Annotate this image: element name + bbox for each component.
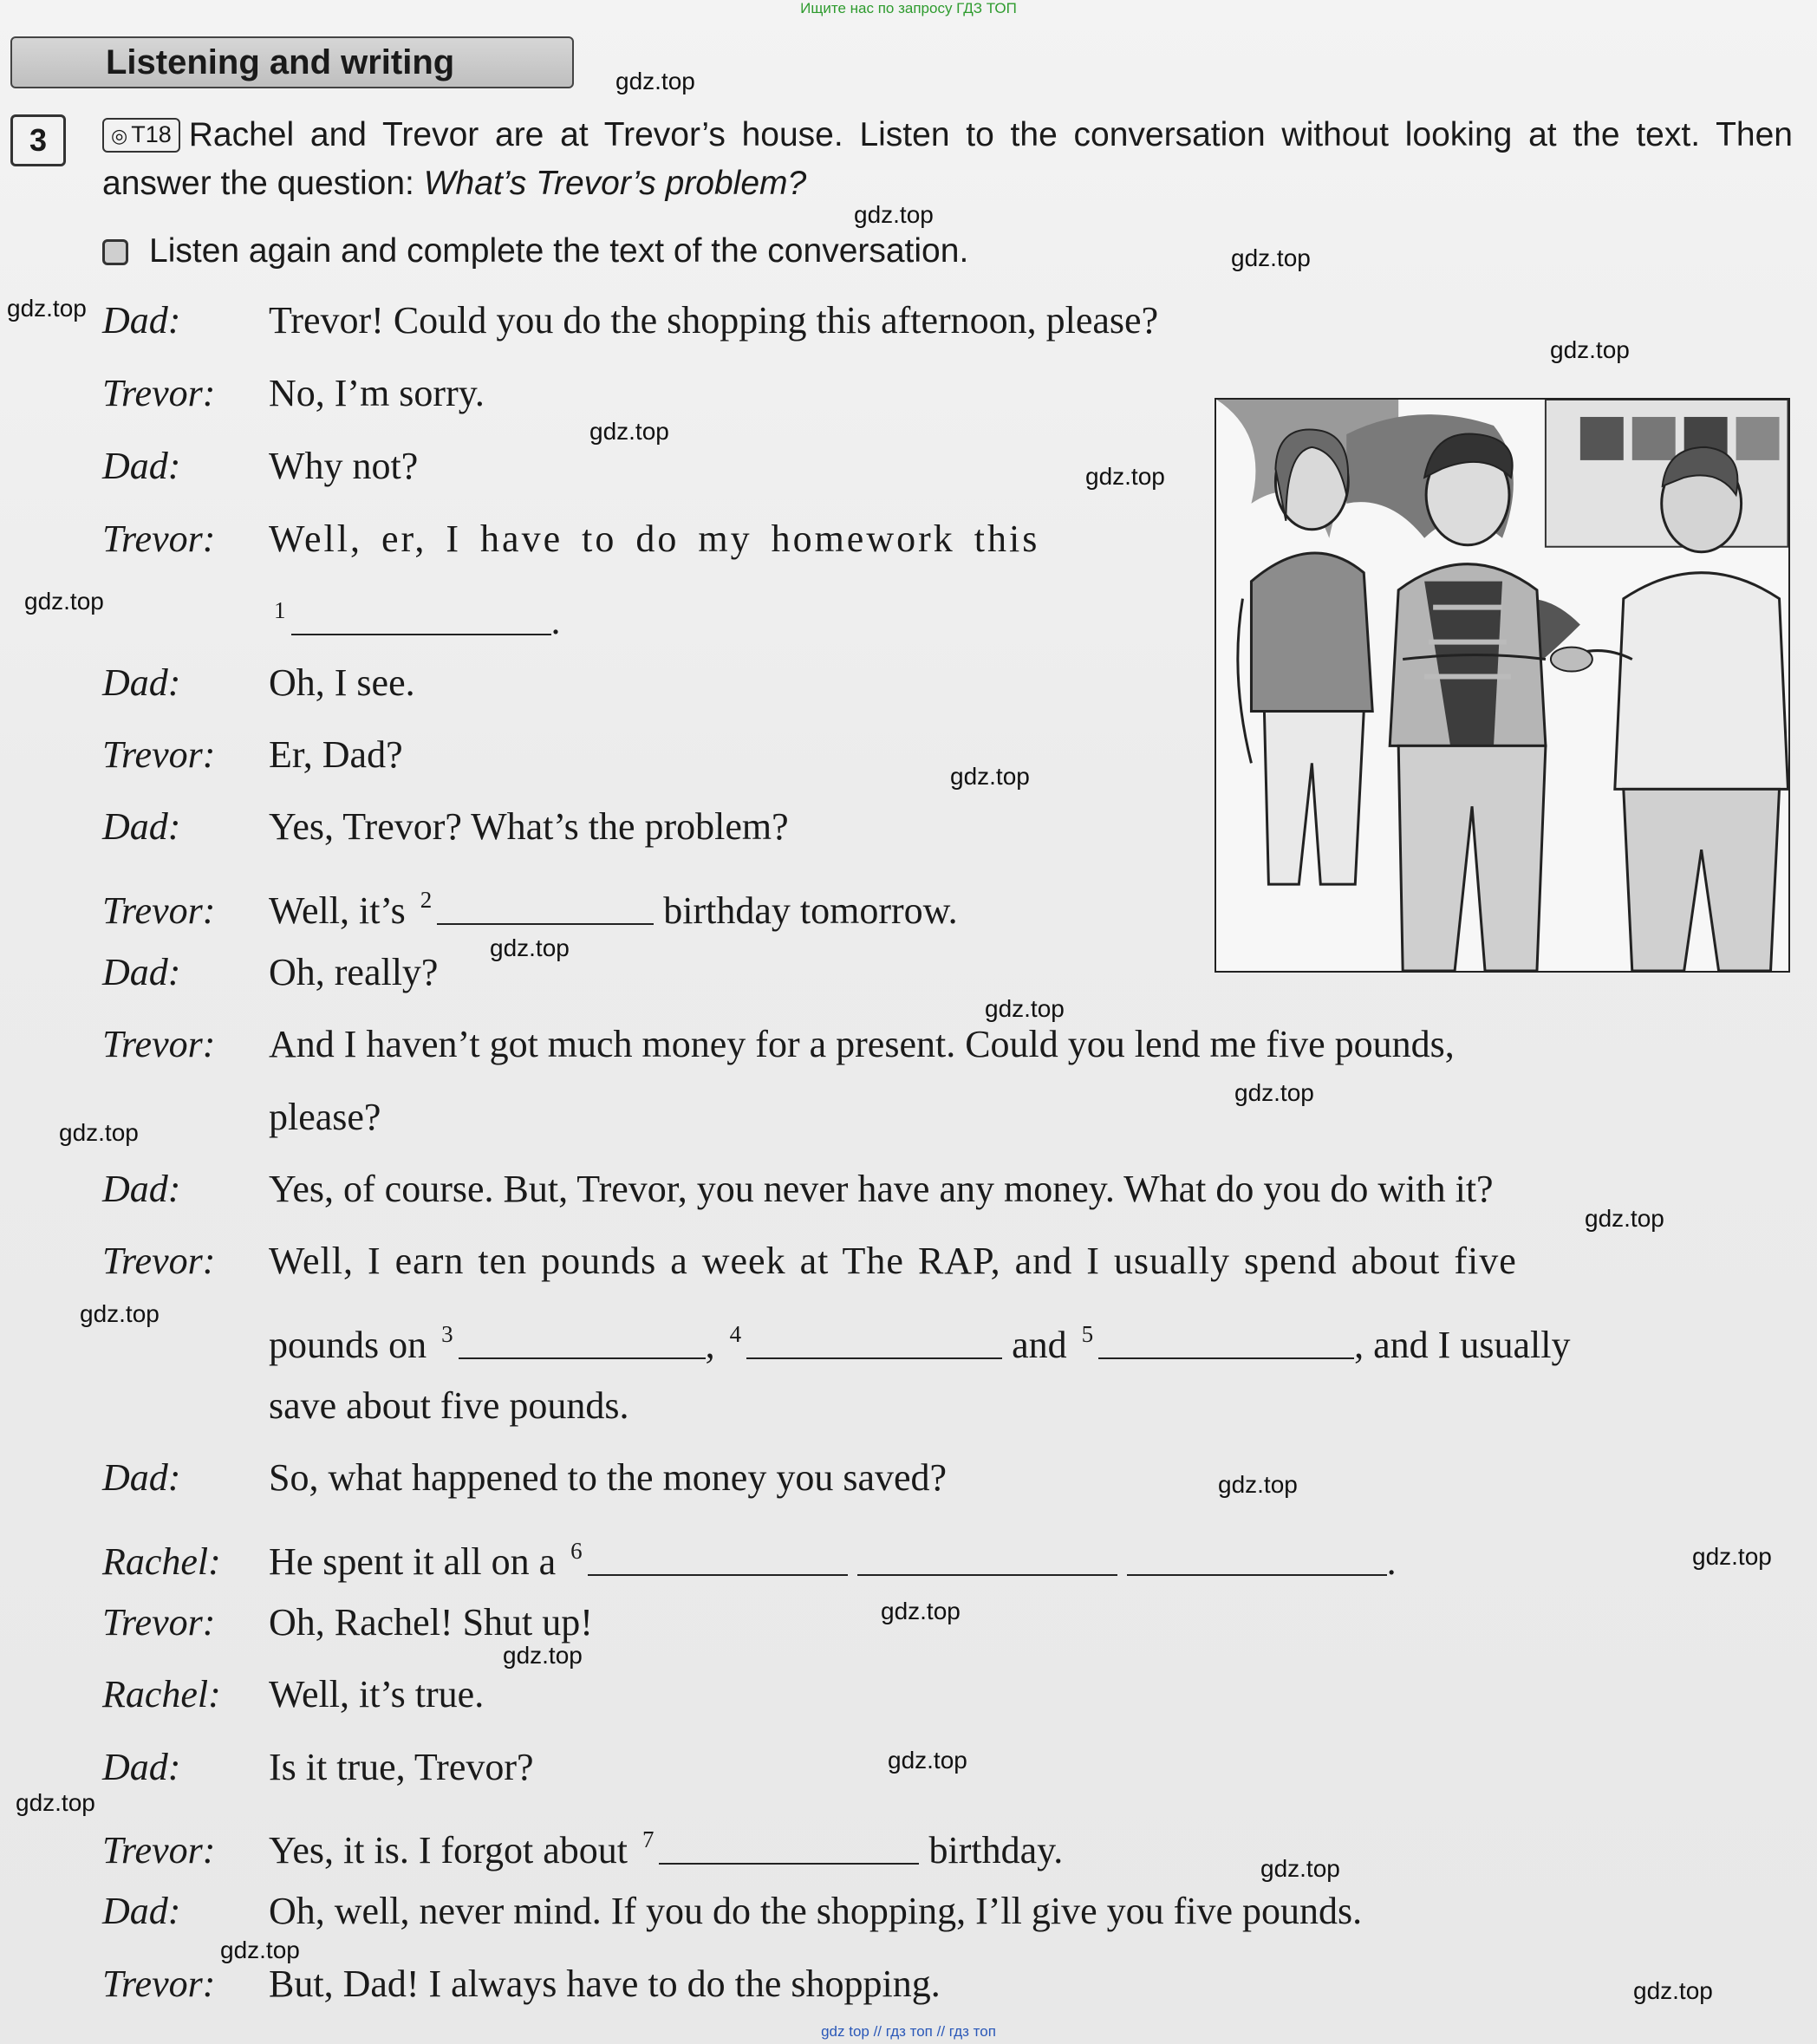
speech-text: Yes, of course. But, Trevor, you never have any money. What do you do with it?: [269, 1168, 1494, 1210]
speaker-label: Trevor:: [102, 1023, 216, 1065]
dialogue-line: [102, 1020, 1793, 1069]
speech-text: Er, Dad?: [269, 733, 403, 776]
dialogue-line: [102, 1960, 1793, 2008]
speaker-label: Rachel:: [102, 1673, 221, 1715]
dialogue-line: [102, 1526, 1793, 1586]
speaker-label: Rachel:: [102, 1540, 221, 1583]
speaker-label: Trevor:: [102, 889, 216, 932]
speech-text: No, I’m sorry.: [269, 372, 485, 414]
secondary-instruction: [102, 227, 968, 276]
speech-text: pounds on: [269, 1324, 427, 1366]
top-search-link[interactable]: Ищите нас по запросу ГДЗ ТОП: [800, 0, 1017, 16]
watermark: gdz.top: [1633, 1977, 1713, 2004]
speech-text: Yes, Trevor? What’s the problem?: [269, 805, 789, 848]
watermark: gdz.top: [1692, 1543, 1772, 1570]
speech-text: Trevor! Could you do the shopping this afternoon, please?: [269, 299, 1159, 342]
watermark: gdz.top: [1260, 1855, 1340, 1882]
watermark: gdz.top: [854, 201, 934, 228]
answer-blank[interactable]: [1127, 1545, 1387, 1576]
speaker-label: Trevor:: [102, 1601, 216, 1644]
watermark: gdz.top: [80, 1300, 160, 1327]
section-title: Listening and writing: [10, 36, 574, 88]
speaker-label: Trevor:: [102, 1963, 216, 2005]
exercise-instructions: [102, 111, 1793, 208]
watermark: gdz.top: [1231, 244, 1311, 271]
checkbox-icon[interactable]: [102, 239, 128, 265]
answer-blank[interactable]: [437, 894, 654, 925]
dialogue-line: [102, 296, 1793, 345]
watermark: gdz.top: [24, 588, 104, 615]
line-end: .: [1386, 1540, 1397, 1583]
gap-number: 3: [441, 1321, 453, 1347]
watermark: gdz.top: [1585, 1205, 1664, 1232]
speech-text: Oh, really?: [269, 951, 439, 993]
watermark: gdz.top: [503, 1642, 583, 1669]
instruction-secondary: Listen again and complete the text of the conversation.: [149, 232, 969, 270]
speech-text: He spent it all on a: [269, 1540, 557, 1583]
speaker-label: Dad:: [102, 1168, 181, 1210]
watermark: gdz.top: [985, 995, 1065, 1022]
speaker-label: Trevor:: [102, 733, 216, 776]
gap-number: 4: [729, 1321, 742, 1347]
gap-number: 6: [570, 1538, 583, 1564]
speaker-label: Dad:: [102, 1456, 181, 1499]
speaker-label: Dad:: [102, 299, 181, 342]
speaker-label: Dad:: [102, 951, 181, 993]
answer-blank[interactable]: [459, 1328, 706, 1359]
line-end: .: [550, 600, 561, 642]
watermark: gdz.top: [950, 763, 1030, 790]
watermark: gdz.top: [16, 1789, 95, 1816]
speech-text: Why not?: [269, 445, 419, 487]
dialogue-line-continued: [269, 1093, 1817, 1142]
watermark: gdz.top: [1218, 1471, 1298, 1498]
speech-text: And I haven’t got much money for a present. Could you lend me five pounds,: [269, 1023, 1455, 1065]
speaker-label: Dad:: [102, 661, 181, 704]
audio-track-badge[interactable]: [102, 118, 180, 153]
punctuation: ,: [705, 1324, 715, 1366]
speech-text-after: birthday tomorrow.: [663, 889, 958, 932]
instruction-main: Rachel and Trevor are at Trevor’s house. Listen to the conversation without looking at the text. Then answer the question:: [102, 116, 1793, 202]
speaker-label: Trevor:: [102, 372, 216, 414]
speech-text: But, Dad! I always have to do the shopping.: [269, 1963, 941, 2005]
speech-text: Oh, I see.: [269, 661, 415, 704]
watermark: gdz.top: [888, 1747, 967, 1774]
speech-text: Well, I earn ten pounds a week at The RAP, and I usually spend about five: [269, 1240, 1517, 1282]
dialogue-line: [102, 1237, 1793, 1286]
answer-blank[interactable]: [291, 604, 551, 635]
instruction-question: What’s Trevor’s problem?: [423, 165, 807, 202]
speaker-label: Dad:: [102, 805, 181, 848]
watermark: gdz.top: [220, 1937, 300, 1963]
speech-text: Oh, Rachel! Shut up!: [269, 1601, 593, 1644]
dialogue-line: [102, 1454, 1793, 1502]
speech-text: Is it true, Trevor?: [269, 1746, 534, 1788]
gap-number: 5: [1081, 1321, 1094, 1347]
speaker-label: Dad:: [102, 1746, 181, 1788]
speaker-label: Dad:: [102, 445, 181, 487]
watermark: gdz.top: [7, 295, 87, 322]
watermark: gdz.top: [881, 1598, 961, 1624]
people-illustration-icon: [1216, 400, 1788, 971]
watermark: gdz.top: [490, 934, 570, 961]
watermark: gdz.top: [615, 68, 695, 94]
answer-blank[interactable]: [588, 1545, 848, 1576]
dialogue-line: [102, 1670, 1793, 1719]
watermark: gdz.top: [1550, 336, 1630, 363]
speech-text: Well, it’s: [269, 889, 406, 932]
speaker-label: Trevor:: [102, 1240, 216, 1282]
watermark: gdz.top: [59, 1119, 139, 1146]
dialogue-line: [102, 1815, 1793, 1875]
answer-blank[interactable]: [659, 1833, 919, 1865]
gap-number: 2: [420, 887, 433, 913]
speech-text: Yes, it is. I forgot about: [269, 1829, 628, 1871]
track-label: T18: [131, 121, 172, 147]
gap-number: 7: [641, 1826, 655, 1852]
answer-blank[interactable]: [1098, 1328, 1354, 1359]
dialogue-line-continued: [269, 1382, 1817, 1430]
speech-text: and: [1012, 1324, 1067, 1366]
bottom-footer-link[interactable]: gdz top // гдз топ // гдз топ: [821, 2023, 996, 2040]
speaker-label: Trevor:: [102, 1829, 216, 1871]
dialogue-line-continued: [269, 1310, 1817, 1370]
speech-text: save about five pounds.: [269, 1384, 629, 1427]
watermark: gdz.top: [1234, 1079, 1314, 1106]
speech-text-after: birthday.: [928, 1829, 1064, 1871]
speaker-label: Dad:: [102, 1890, 181, 1932]
speech-text: So, what happened to the money you saved?: [269, 1456, 948, 1499]
speech-text: , and I usually: [1354, 1324, 1571, 1366]
speech-text: please?: [269, 1096, 381, 1138]
dialogue-line: [102, 1887, 1793, 1936]
answer-blank[interactable]: [857, 1545, 1117, 1576]
exercise-number: 3: [10, 114, 66, 166]
speech-text: Well, it’s true.: [269, 1673, 485, 1715]
watermark: gdz.top: [1085, 463, 1165, 490]
watermark: gdz.top: [589, 418, 669, 445]
cd-icon: ◎: [111, 125, 128, 146]
speaker-label: Trevor:: [102, 518, 216, 560]
speech-text: Oh, well, never mind. If you do the shopping, I’ll give you five pounds.: [269, 1890, 1363, 1932]
gap-number: 1: [274, 597, 286, 623]
dialogue-line: [102, 1165, 1793, 1214]
speech-text: Well, er, I have to do my homework this: [269, 518, 1040, 560]
illustration: [1215, 398, 1790, 973]
answer-blank[interactable]: [746, 1328, 1002, 1359]
